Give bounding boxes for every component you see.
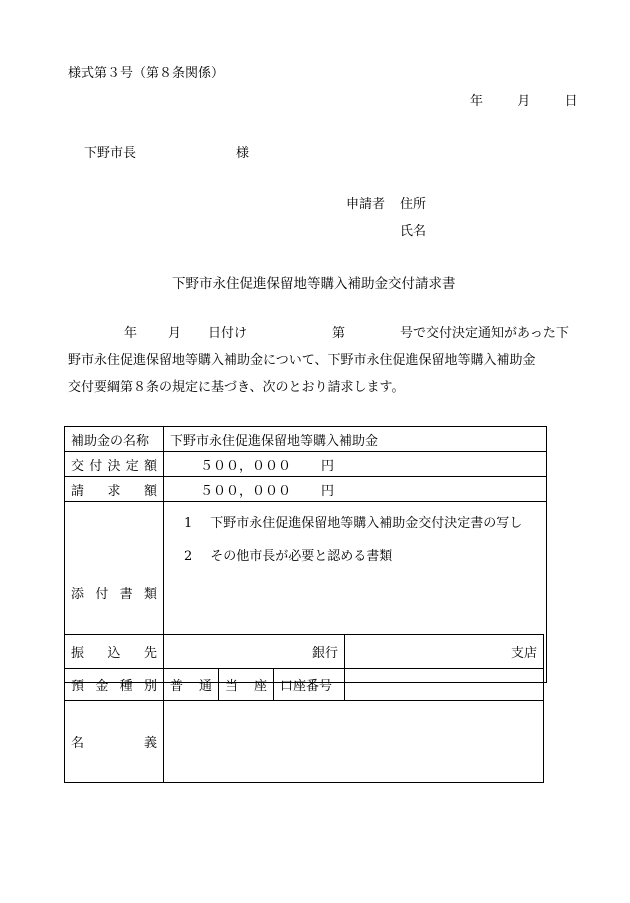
transfer-label: 振 込 先 (65, 635, 164, 669)
account-number-value (345, 669, 544, 701)
document-title: 下野市永住促進保留地等購入補助金交付請求書 (172, 276, 456, 292)
holder-value (164, 701, 544, 783)
table-row (65, 477, 547, 502)
holder-label: 名 義 (65, 701, 164, 783)
date-month: 月 (517, 94, 531, 109)
deposit-toza: 当 座 (219, 669, 274, 701)
subsidy-name-value: 下野市永住促進保留地等購入補助金 (164, 427, 547, 452)
applicant-label: 申請者 (346, 197, 386, 212)
body-month: 月 (168, 326, 182, 341)
branch-label: 支店 (510, 646, 537, 661)
request-amount-value (164, 477, 547, 502)
body-day: 日付け (208, 326, 248, 341)
deposit-futsu: 普 通 (164, 669, 219, 701)
request-amount: ５００，０００ (200, 483, 292, 499)
decision-amount-value (164, 452, 547, 477)
table-row (65, 635, 544, 669)
bank-name-cell (164, 635, 345, 669)
addressee-honorific: 様 (236, 146, 250, 161)
body-line1-rest: 号で交付決定通知があった下 (400, 326, 569, 341)
body-year: 年 (124, 326, 138, 341)
table-row (65, 427, 547, 452)
list-item: 2 その他市長が必要と認める書類 (184, 549, 393, 564)
decision-amount-label: 交 付 決 定 額 (65, 452, 164, 477)
branch-cell (345, 635, 544, 669)
list-item: 1 下野市永住促進保留地等購入補助金交付決定書の写し (184, 516, 523, 531)
bank-label: 銀行 (311, 646, 338, 661)
body-dai: 第 (332, 326, 346, 341)
applicant-address-label: 住所 (400, 197, 427, 212)
attachment-label: 添 付 書 類 (65, 502, 164, 683)
table-row (65, 701, 544, 783)
decision-amount: ５００，０００ (200, 458, 292, 474)
table-row (65, 669, 544, 701)
subsidy-name-label: 補助金の名称 (65, 427, 164, 452)
body-line3: 交付要綱第８条の規定に基づき、次のとおり請求します。 (68, 380, 405, 395)
account-number-label: 口座番号 (274, 669, 345, 701)
date-line (470, 94, 578, 110)
date-year: 年 (470, 94, 484, 109)
table-row (65, 452, 547, 477)
form-number: 様式第３号（第８条関係） (68, 66, 225, 81)
date-day: 日 (564, 94, 578, 109)
request-amount-label: 請 求 額 (65, 477, 164, 502)
deposit-type-label: 預 金 種 別 (65, 669, 164, 701)
decision-amount-unit: 円 (321, 458, 335, 474)
applicant-name-label: 氏名 (400, 224, 427, 239)
addressee-name: 下野市長 (84, 146, 137, 161)
bank-table (64, 634, 544, 783)
request-amount-unit: 円 (321, 483, 335, 499)
body-line2: 野市永住促進保留地等購入補助金について、下野市永住促進保留地等購入補助金 (68, 353, 536, 368)
